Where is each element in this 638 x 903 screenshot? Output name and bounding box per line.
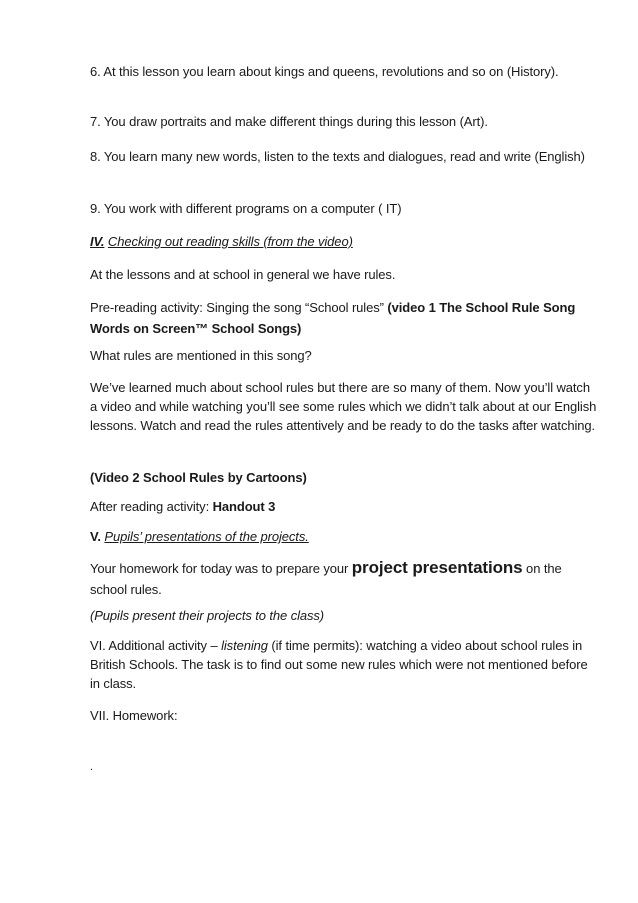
item-6-history: 6. At this lesson you learn about kings and queens, revolutions and so on (History). — [90, 64, 559, 79]
section-v-number: V. — [90, 529, 101, 544]
section-iv-title: Checking out reading skills (from the video) — [107, 234, 353, 249]
homework-prep-after: on the school rules. — [90, 561, 562, 597]
trailing-dot: . — [90, 761, 93, 773]
song-question: What rules are mentioned in this song? — [90, 348, 312, 363]
homework-heading: VII. Homework: — [90, 708, 178, 723]
handout-label: Handout 3 — [212, 499, 276, 514]
additional-before: VI. Additional activity – — [90, 638, 222, 653]
homework-prep-paragraph — [90, 557, 600, 600]
pre-reading-text: Pre-reading activity: Singing the song “School rules” — [90, 300, 388, 315]
additional-after: (if time permits): watching a video about school rules in British Schools. The task is to find out some new rules which were not mentioned before in class. — [90, 638, 588, 691]
video-1-title: (video 1 The School Rule Song Words on Screen™ School Songs) — [90, 300, 576, 336]
item-8-english: 8. You learn many new words, listen to the texts and dialogues, read and write (English) — [90, 149, 585, 164]
after-reading-text: After reading activity: — [90, 499, 213, 514]
after-reading-activity — [90, 497, 600, 516]
project-presentations-label: project presentations — [351, 558, 523, 577]
learned-paragraph: We’ve learned much about school rules but there are so many of them. Now you’ll watch a video and while watching you’ll see some rules which we didn’t talk about at our English lessons. Watch and read the rules attentively and be ready to do the tasks after watching. — [90, 380, 597, 433]
section-v-title: Pupils’ presentations of the projects. — [104, 529, 309, 544]
section-v-heading — [90, 527, 600, 546]
video-2-title: (Video 2 School Rules by Cartoons) — [90, 470, 307, 485]
item-9-it: 9. You work with different programs on a computer ( IT) — [90, 201, 402, 216]
pupils-present-note: (Pupils present their projects to the class) — [90, 608, 325, 623]
additional-activity — [90, 636, 600, 693]
rules-intro: At the lessons and at school in general we have rules. — [90, 267, 396, 282]
pre-reading-activity — [90, 297, 600, 339]
homework-prep-before: Your homework for today was to prepare your — [90, 561, 352, 576]
section-iv-heading — [90, 232, 600, 251]
item-7-art: 7. You draw portraits and make different things during this lesson (Art). — [90, 114, 488, 129]
section-iv-number: IV. — [90, 234, 105, 249]
listening-label: listening — [221, 638, 268, 653]
